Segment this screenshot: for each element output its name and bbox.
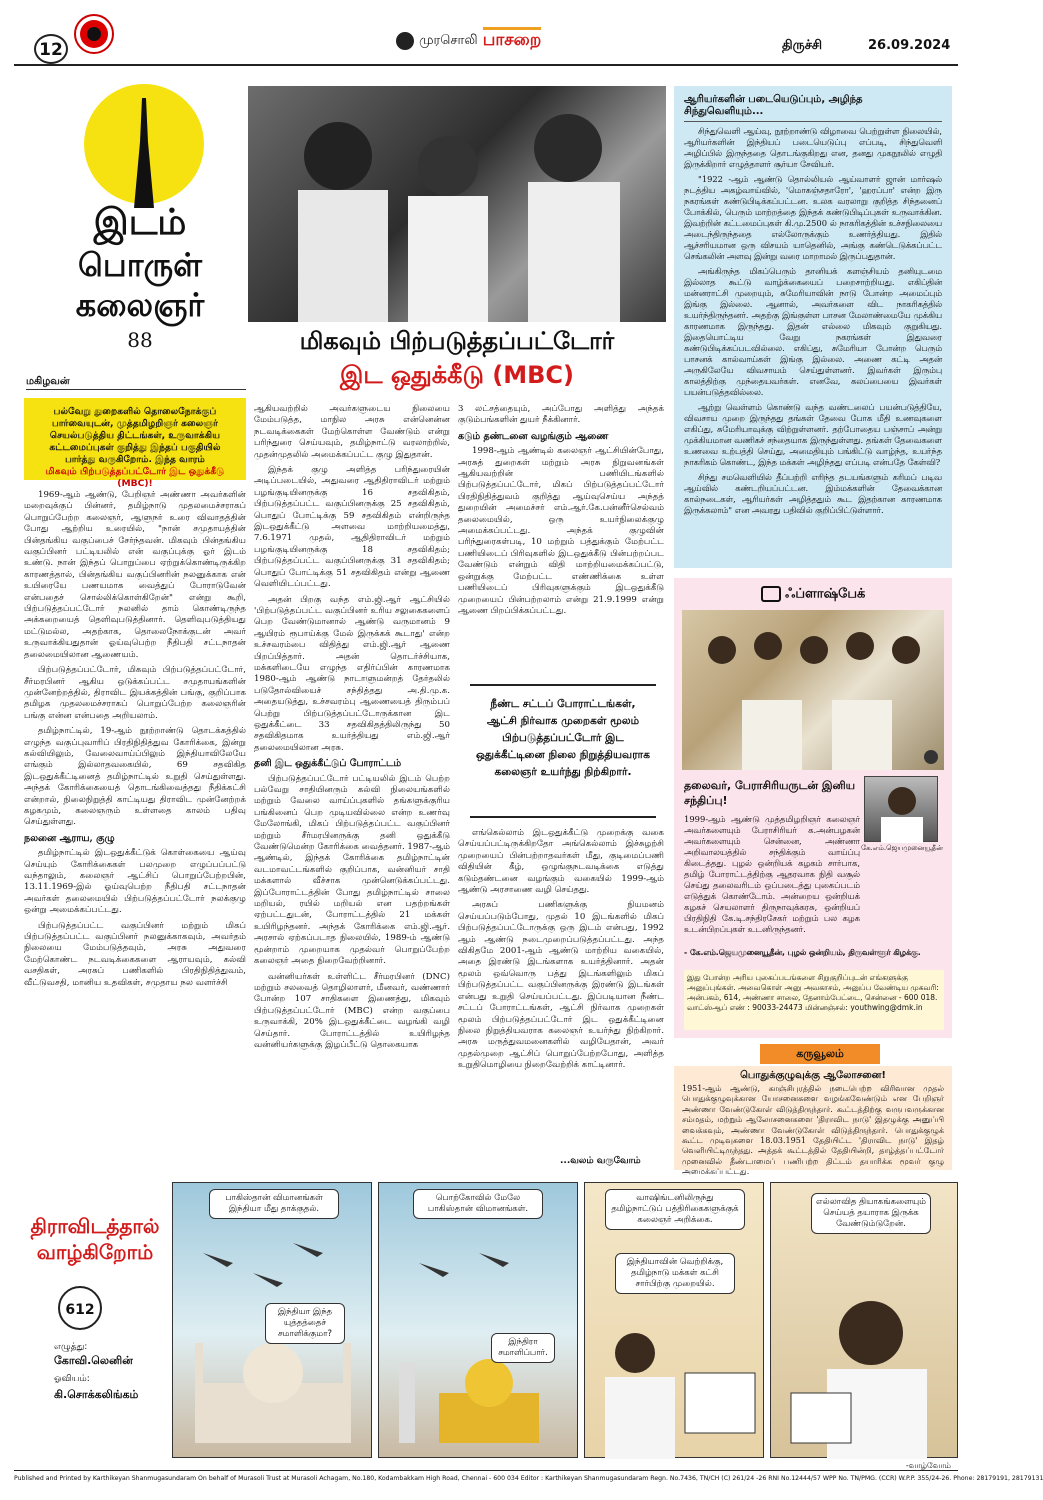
- comic-panel-1: [172, 1182, 372, 1458]
- indus-para: ஆற்று வெள்ளம் கொண்டு வந்த வண்டலைப் பயன்படுத்தியே, விவசாய முறை இருந்தது தங்கள் தேவை போக மீதி உணவுகளை எகிப்து, சுமேரியாவுக்கு விற்றுள்ளனர். தற்போதைய பஞ்சாப் அன்று முக்கியமான வணிகச் சந்தையாக இருந்துள்ளது. தங்கள் தேவைகளை உணவை உற்பத்தி செய்து, அமைதியும் பங்கிட்டு வாழ்ந்த, உயர்ந்த நாகரிகம் கொண்ட, இந்த மக்கள் அழிந்தது எப்படி என்பதே கேள்வி?: [684, 402, 942, 467]
- series-title-1: இடம்: [93, 202, 187, 243]
- pull-quote-text: நீண்ட சட்டப் போராட்டங்கள், ஆட்சி நிர்வாக முறைகள் மூலம் பிற்படுத்தப்பட்டோர் இட ஒதுக்கீட்டினை நிலை நிறுத்தியவராக கலைஞர் உயர்ந்து நிற்கிறார்.: [476, 698, 650, 778]
- comic-artist-label: ஓவியம்:: [54, 1374, 90, 1384]
- masthead-logo: [74, 14, 114, 54]
- murasoli-icon: [396, 32, 414, 50]
- comic-title-1: திராவிடத்தால்: [30, 1214, 160, 1238]
- article-col-3-bottom: [458, 828, 664, 1152]
- karuvulam-box: [760, 1044, 880, 1064]
- col2-para: ஆகியவற்றில் அவர்களுடைய நிலையை மேம்படுத்த, மாநில அரசு என்னென்ன நடவடிக்கைகள் மேற்கொள்ள வேண்டும் என்று பரிந்துரை செய்யவும், தமிழ்நாட்டு வரலாற்றில், முதன்முதலில் அமைக்கப்பட்ட குழு இதுதான்.: [254, 404, 450, 460]
- party-emblem-icon: [76, 16, 112, 52]
- indus-para: சிந்துவெளி ஆய்வு, நூற்றாண்டு விழாவை பெற்றுள்ள நிலையில், ஆரியர்களின் இந்தியப் படையெடுப்பு எப்படி, சிந்துவெளி அழிப்பில் இருந்ததை தொடங்குகிறது என, தனது முகநூலில் எழுதி இருக்கிறார் எழுத்தாளர் சூர்யா சேவியர்.: [684, 126, 942, 169]
- edition-city: திருச்சி: [782, 38, 823, 53]
- intro-box: [24, 398, 246, 489]
- comic-episode: 612: [58, 1286, 102, 1330]
- col1-para: பிற்படுத்தப்பட்டோர், மிகவும் பிற்படுத்தப்பட்டோர், சீர்மரபினர் ஆகிய ஒடுக்கப்பட்ட சமுதாயங்களின் முன்னேற்றத்தில், திராவிட இயக்கத்தின் பங்கு, குறிப்பாக தமிழக முதலமைச்சராகப் பொறுப்பேற்ற கலைஞரின் பங்கு என்ன என்பதை அறியலாம்.: [24, 665, 246, 721]
- comic-writer: கோவி.லெனின்: [54, 1354, 133, 1367]
- karuvulam-subtitle: பொதுக்குழுவுக்கு ஆலோசனை!: [740, 1070, 886, 1081]
- comic-panel-2: [378, 1182, 578, 1458]
- flashback-person: கே.எம்.ஜெயமுனையூதீன்: [861, 844, 943, 852]
- panel1-bubble: இந்தியா இந்த யுத்தத்தைச் சமாளிக்குமா?: [265, 1303, 345, 1344]
- page-number: 12: [34, 34, 68, 64]
- article-col-3-top: [458, 404, 664, 674]
- indus-para: சிந்து சமவெளியில் தீப்பற்றி எரிந்த தடயங்களும் கரிமப் படிவ ஆய்வில் கண்டறியப்பட்டன. இம்மக்களின் தேவைக்கான கால்நடைகள், ஆரியர்கள் அழித்ததும் கூட இதற்கான காரணமாக இருக்கலாம்" என அவரது பதிவில் குறிப்பிட்டுள்ளார்.: [684, 472, 942, 515]
- comic-artist: கி.சொக்கலிங்கம்: [54, 1388, 139, 1401]
- series-title-3: கலைஞர்: [75, 286, 205, 324]
- author-name: மகிழவன்: [26, 376, 70, 387]
- portrait-icon: [865, 777, 939, 843]
- col3-para: எங்கெல்லாம் இடஒதுக்கீட்டு முறைக்கு வகை செய்யப்பட்டிருக்கிறதோ அங்கெல்லாம் இச்சுழற்சி முறையைப் பின்பற்றாதவர்கள் மீது, குடிமைப்பணி விதியின் கீழ், ஒழுங்குநடவடிக்கை எடுத்து கடும்தண்டனை வழங்கும் வகையில் 1999-ஆம் ஆண்டு அரசாணை வழி செய்தது.: [458, 828, 664, 896]
- col2-para: இந்தக் குழு அளித்த பரிந்துரையின் அடிப்படையில், அதுவரை ஆதிதிராவிடர் மற்றும் பழங்குடியினருக்கு 16 சதவிகிதம், பிற்படுத்தப்பட்ட வகுப்பினருக்கு 25 சதவிகிதம், பொதுப் போட்டிக்கு 59 சதவிகிதம் என்றிருந்த இடஒதுக்கீட்டு அளவை மாற்றியமைத்து, 7.6.1971 முதல், ஆதிதிராவிடர் மற்றும் பழங்குடியினருக்கு 18 சதவிகிதம்; பிற்படுத்தப்பட்ட வகுப்பினருக்கு 31 சதவிகிதம்; பொதுப் போட்டிக்கு 51 சதவிகிதம் என்று ஆணை வெளியிடப்பட்டது.: [254, 465, 450, 590]
- comic-panel-3: [584, 1182, 764, 1458]
- pull-quote: [470, 684, 656, 818]
- panel3-caption: வாஷிங்டனிலிருந்து தமிழ்நாட்டுப் பத்திரிகைகளுக்குக் கலைஞர் அறிக்கை.: [605, 1189, 745, 1230]
- col1-subheading: நலனை ஆராய, குழு: [24, 832, 115, 844]
- col2-para: பிற்படுத்தப்பட்டோர் பட்டியலில் இடம் பெற்ற பல்வேறு சாதியினரும் கல்வி நிலையங்களில் மற்றும் வேலை வாய்ப்புகளில் தங்களுக்குரிய பங்கினைப் பெற முடியவில்லை என்ற உணர்வு மேலோங்கி, மிகப் பிற்படுத்தப்பட்ட வகுப்பினர் மற்றும் சீர்மரபினருக்கு தனி ஒதுக்கீடு வேண்டுமென்ற கோரிக்கை வைத்தனர். 1987-ஆம் ஆண்டில், இந்தக் கோரிக்கை தமிழ்நாட்டின் வடமாவட்டங்களில் குறிப்பாக, வன்னியர் சாதி மக்களால் வீச்சாக முன்னெடுக்கப்பட்டது. இப்போராட்டத்தின் போது தமிழ்நாட்டில் சாலை மறியல், ரயில் மறியல் என பதற்றங்கள் ஏற்பட்டதுடன், போராட்டத்தில் 21 மக்கள் உயிரிழந்தனர். அந்தக் கோரிக்கை எம்.ஜி.ஆர். அரசால் ஏற்கப்படாத நிலையில், 1989-ம் ஆண்டு மூன்றாம் முறையாக முதல்வர் பொறுப்பேற்ற கலைஞர் அதை நிறைவேற்றினார்.: [254, 773, 450, 967]
- col3-para: 1998-ஆம் ஆண்டில் கலைஞர் ஆட்சியின்போது, அரசுத் துறைகள் மற்றும் அரசு நிறுவனங்கள் ஆகியவற்றின் பணியிடங்களில் பிற்படுத்தப்பட்டோர், மிகப் பிற்படுத்தப்பட்டோர் பிரதிநிதித்துவம் குறித்து ஆய்வுசெய்ய அந்தத் துறையின் அமைச்சர் எம்.ஆர்.கே.பன்னீர்செல்வம் தலைமையில், ஒரு உயர்நிலைக்குழு அமைக்கப்பட்டது. அந்தக் குழுவின் பரிந்துரைகள்படி, 10 மற்றும் பத்துக்கும் மேற்பட்ட பணியிடைப் பிரிவுகளில் இடஒதுக்கீடு பின்பற்றப்பட வேண்டும் என்றும் விதி மாற்றியமைக்கப்பட்டு, ஒன்றுக்கு மேற்பட்ட எண்ணிக்கை உள்ள பணியிடைப் பிரிவுகளுக்கும் இடஒதுக்கீடு முறையைப் பின்பற்றலாம் என்று 21.9.1999 என்று ஆணை பிறப்பிக்கப்பட்டது.: [458, 446, 664, 616]
- leader-figure-icon: [771, 1273, 959, 1459]
- comic-panel-4: [770, 1182, 958, 1470]
- col3-subheading: கடும் தண்டனை வழங்கும் ஆணை: [458, 430, 609, 442]
- reader-figures-icon: [585, 1303, 765, 1459]
- series-episode: 88: [127, 328, 153, 352]
- col3-para: 3 லட்சத்தையும், அப்போது அளித்து அந்தக் குடும்பங்களின் துயர் நீக்கினார்.: [458, 404, 664, 426]
- indus-title: ஆரியர்களின் படையெடுப்பும், அழிந்த சிந்துவெளியும்...: [684, 94, 942, 122]
- masthead-left: முரசொலி: [419, 33, 478, 48]
- col1-para: தமிழ்நாட்டில், 19-ஆம் நூற்றாண்டு தொடக்கத்தில் எழுந்த வகுப்புவாரிப் பிரதிநிதித்துவ கோரிக்கை, இன்று கல்வியிலும், வேலைவாய்ப்பிலும் இந்தியாவிலேயே எங்கும் இல்லாதவகையில், 69 சதவிகித இடஒதுக்கீட்டினைத் தமிழ்நாட்டில் உறுதி செய்துள்ளது. அந்தக் கோரிக்கையைத் தொடங்கிவைத்தது நீதிக்கட்சி என்றால், நிலைநிறுத்தி காட்டியது திராவிட முன்னேற்றக் கழகமும், கலைஞரும் உள்ளதை காலம் பதிவு செய்துள்ளது.: [24, 726, 246, 828]
- masthead: [396, 30, 586, 60]
- article-col-1: [24, 490, 246, 1170]
- comic-strip: [14, 1178, 958, 1468]
- karuvulam-text: 1951-ஆம் ஆண்டு, காஞ்சிபுரத்தில் நடைபெற்ற விரிவான முதல் பொதுக்குழுவுக்கான யோசனைகளை வழங்கவேண்டும் என பேறிஞர் அண்ணா வேண்டுகோள் விடுத்திருந்தார். கூட்டத்திற்கு வருபவருக்கான சம்மதம், மற்றும் ஆலோசனைகளை 'திராவிட நாடு' இதழுக்கு அனுப்பி வைக்கவும், அண்ணா வேண்டுகோள் விடுத்திருந்தார். பொதுக்குழுக் கூட்ட முடிவுகளை 18.03.1951 தேதியிட்ட 'திராவிட நாடு' இதழ் வெளியிட்டிருந்தது. அத்தக் கூட்டத்தில் தேதியின்றி, தாழ்த்தப்பட்டோர் முனைவில் தீண்டாமைப் பணிபற்ற திட்டம் தயாரிக்க மூவர் குழு அமைக்கப்பட்டது.: [682, 1084, 944, 1177]
- flashback-title: ஃப்ளாஷ்பேக்: [785, 586, 866, 602]
- col2-para: அதன் பிறகு வந்த எம்.ஜி.ஆர் ஆட்சியில் 'பிற்படுத்தப்பட்ட வகுப்பினர் உரிய சலுகைகளைப் பெற வேண்டுமானால் ஆண்டு வருமானம் 9 ஆயிரம் ரூபாய்க்கு மேல் இருக்கக் கூடாது' என்ற உச்சவரம்பை விதித்து எம்.ஜி.ஆர் ஆணை பிறப்பித்தார். அதன் தொடர்ச்சியாக, மக்களிடையே எழுந்த எதிர்ப்பின் காரணமாக 1980-ஆம் ஆண்டு நாடாளுமன்றத் தேர்தலில் படுதோல்வியைச் சந்தித்தது அ.தி.மு.க. அதையடுத்து, உச்சவரம்பு ஆணையைத் திரும்பப் பெற்று பிற்படுத்தப்பட்டோருக்கான இட ஒதுக்கீட்டை 33 சதவிகிதத்திலிருந்து 50 சதவிகிதமாக உயர்த்தியது எம்.ஜி.ஆர் தலைமையிலான அரசு.: [254, 594, 450, 753]
- panel2-bubble: இந்திரா சமாளிப்பார்.: [491, 1333, 555, 1363]
- col1-para: பிற்படுத்தப்பட்ட வகுப்பினர் மற்றும் மிகப் பிற்படுத்தப்பட்ட வகுப்பினர் நலனுக்காகவும், அவர்தம் நிலையை மேம்படுத்தவும், அரசு அதுவரை மேற்கொண்ட நடவடிக்கைகளை ஆராயவும், கல்வி வசதிகள், அரசுப் பணிகளில் பிரதிநிதித்துவம், வீட்டுவசதி, மானிய உதவிகள், சமுதாய நல வளர்ச்சி: [24, 920, 246, 988]
- karuvulam-title: கருவூலம்: [796, 1047, 844, 1060]
- article-col-2: [254, 404, 450, 1170]
- flashback-footnote: இது போன்ற அரிய புகைப்படங்களை சிறுகுறிப்புடன் எங்களுக்கு அனுப்புங்கள். அவைகொள் அனு அவகாசம், அனுப்ப வேண்டிய முகவரி: அன்பகம், 614, அண்ணா சாலை, தேனாம்பேட்டை, சென்னை - 600 018. வாட்ஸ்ஆப் எண் : 90033-24473 மின்னஞ்சல்: youthwing@dmk.in: [684, 970, 944, 1030]
- footer-imprint: Published and Printed by Karthikeyan Shanmugasundaram On behalf of Murasoli Trust at Murasoli Achagam, No.180, Kodambakkam High Road, Chennai - 600 034 Editor : Karthikeyan Shanmugasundaram Regn. No.7436, TN/CH (C) 261/24 -26 RNI No.12444/57 WPP No. TN/PMG. (CCR) W.P.P. 355/24-26. Phone: 28179191, 28179131: [14, 1475, 1043, 1482]
- col3-para: அரசுப் பணிகளுக்கு நியமனம் செய்யப்படும்போது, முதல் 10 இடங்களில் மிகப் பிற்படுத்தப்பட்டோருக்கு ஒரு இடம் என்பது, 1992 ஆம் ஆண்டு நடைமுறைப்படுத்தப்பட்டது. அந்த விகிதமே 2001-ஆம் ஆண்டு மாற்றிய வகையில், அதை இரண்டு இடங்களாக உயர்த்தினார். அதன் மூலம் ஒவ்வொரு பத்து இடங்களிலும் மிகப் பிற்படுத்தப்பட்ட வகுப்பினருக்கு இரண்டு இடங்கள் என்பது உறுதி செய்யப்பட்டது. இப்படியான நீண்ட சட்டப் போராட்டங்கள், ஆட்சி நிர்வாக முறைகள் மூலம் பிற்படுத்தப்பட்டோர் இட ஒதுக்கீட்டினை நிலை நிறுத்தியவராக கலைஞர் உயர்ந்து நிற்கிறார். அரசு மருத்துவமனைகளில் வழியேதான், அவர் முதல்முறை ஆட்சிப் பொறுப்பேற்றபோது, அளித்த உறுதிமொழியை நிறைவேற்றிக் காட்டினார்.: [458, 900, 664, 1071]
- col2-subheading: தனி இட ஒதுக்கீட்டுப் போராட்டம்: [254, 758, 402, 770]
- flashback-text: 1999-ஆம் ஆண்டு முத்தமிழறிஞர் கலைஞர் அவர்களையும் பேராசிரியர் க.அன்பழகன் அவர்களையும் சென்னை, அண்ணா அறிவாலயத்தில் சந்திக்கும் வாய்ப்பு கிடைத்தது. புழல் ஒன்றியக் கழகம் சார்பாக, தமிழ் போராட்டத்திற்கு ஆதரவாக நிதி வசூல் செய்து தலைவரிடம் ஒப்படைத்து புகைப்படம் எடுத்துக் கொண்டோம். அன்றைய ஒன்றியக் கழகச் செயலாளர் திருநாவுக்கரசு, ஒன்றியப் பிரதிநிதி கே.டி.சந்திரசேகர் மற்றும் பல கழக உடன்பிறப்புகள் உடனிருந்தனர்.: [684, 814, 860, 934]
- page-header: [0, 0, 972, 66]
- indus-para: அங்கிருந்த மிகப்பெரும் தானியக் களஞ்சியம் தனியுடமை இல்லாத கூட்டு வாழ்க்கையைப் பறைசாற்றியது. எகிப்தின் மன்னராட்சி முறையும், சுமேரியாவின் நாடு போன்ற அமைப்பும் இங்கு இல்லை. ஆனால், அவர்களை விட நாகரிகத்தில் உயர்ந்திருந்தனர். அதற்கு இங்குள்ள பாசன மேலாண்மையே முக்கிய காரணமாக இருந்தது. இதன் எல்லை மிகவும் குறுகியது. இதையொட்டிய வேறு நகரங்கள் இதுவரை கண்டுபிடிக்கப்படவில்லை. எகிப்து, சுமேரியா போன்ற பெரும் பாசனக் கால்வாய்கள் இங்கு இல்லை. அணை கட்டி அதன் அருகிலேயே விவசாயம் செய்துள்ளனர். இவர்கள் இரும்பு காலத்திற்கு முந்தையவர்கள். எனவே, கலப்பையை இவர்கள் பயன்படுத்தவில்லை.: [684, 266, 942, 397]
- series-title-2: பொருள்: [78, 246, 202, 284]
- header-rule: [14, 64, 958, 66]
- flashback-portrait: [864, 776, 938, 842]
- footer-rule: [14, 1470, 958, 1471]
- edition-date: 26.09.2024: [868, 38, 951, 53]
- panel1-caption: பாகிஸ்தான் விமானங்கள் இந்தியா மீது தாக்குதல்.: [209, 1189, 339, 1219]
- group-photo-icon: [682, 610, 944, 770]
- panel3-bubble: இந்தியாவின் வெற்றிக்கு, தமிழ்நாடு மக்கள் கட்சி சார்பிற்கு முறையில்.: [615, 1253, 735, 1294]
- intro-highlight: மிகவும் பிற்படுத்தப்பட்டோர் இட ஒதுக்கீடு (MBC)!: [45, 466, 225, 489]
- camera-icon: [761, 586, 781, 602]
- panel2-caption: பொற்கோவில் மேலே பாகிஸ்தான் விமானங்கள்.: [413, 1189, 543, 1219]
- masthead-right: பாசறை: [483, 27, 542, 50]
- indus-body: [684, 126, 942, 566]
- flashback-section: [674, 578, 952, 1038]
- col1-para: தமிழ்நாட்டில் இடஒதுக்கீட்டுக் கொள்கையை ஆய்வு செய்யும் கோரிக்கைகள் பலமுறை எழுப்பப்பட்டு வந்தாலும், கலைஞர் ஆட்சிப் பொறுப்பேற்றபின், 13.11.1969-இல் ஓய்வுபெற்ற நீதிபதி சட்டநாதன் அவர்கள் தலைமையில் பிற்படுத்தப்பட்டோர் நலக்குழு ஒன்று அமைக்கப்பட்டது.: [24, 848, 246, 916]
- flashback-signature: - கே.எம்.ஜெயமுனையூதீன், புழல் ஒன்றியம், திருவள்ளூர் கிழக்கு.: [684, 948, 921, 957]
- article-title-2: இட ஒதுக்கீடு (MBC): [340, 361, 574, 389]
- sound-icon[interactable]: [924, 750, 938, 764]
- comic-writer-label: எழுத்து:: [54, 1342, 88, 1352]
- author-rule: [26, 389, 246, 390]
- karuvulam-section: [674, 1066, 952, 1177]
- article-title-1: மிகவும் பிற்படுத்தப்பட்டோர்: [299, 327, 615, 355]
- panel4-bubble: எல்லாவித தியாகங்களையும் செய்யத் தயாராக இருக்க வேண்டும்டுறேன்.: [811, 1193, 931, 1234]
- flashback-header: [674, 586, 952, 603]
- indus-box: [674, 86, 952, 568]
- col2-para: வன்னியர்கள் உள்ளிட்ட சீர்மரபினர் (DNC) மற்றும் சலவைத் தொழிலாளர், மீனவர், வண்ணார் போன்ற 107 சாதிகளை இணைத்து, மிகவும் பிற்படுத்தப்பட்டோர் (MBC) என்ற வகுப்பை உருவாக்கி, 20% இடஒதுக்கீட்டை வழங்கி வழி செய்தார். போராட்டத்தில் உயிரிழந்த வன்னியர்களுக்கு இழப்பீட்டு தொகையாக: [254, 971, 450, 1050]
- intro-text: பல்வேறு துறைகளில் தொலைநோக்குப் பார்வையுடன், முத்தமிழறிஞர் கலைஞர் செயல்படுத்திய திட்டங்கள், உருவாக்கிய கட்டமைப்புகள் குறித்து இந்தப் பகுதியில் பார்த்து வருகிறோம். இந்த வாரம்: [49, 406, 221, 465]
- flashback-caption-title: தலைவர், பேராசிரியருடன் இனிய சந்திப்பு!: [684, 779, 856, 807]
- continued-note: ...வலம் வருவோம்: [560, 1156, 641, 1166]
- indus-para: "1922 -ஆம் ஆண்டு தொல்லியல் ஆய்வாளர் ஜான் மார்ஷல் நடத்திய அகழ்வாய்வில், 'மொகஞ்சதாரோ', 'ஹரப்பா' என்ற இரு நகரங்கள் கண்டுபிடிக்கப்பட்டன. உலக வரலாறு குறித்த சிந்தனைப் போக்கில், பெரும் மாற்றத்தை இந்தக் கண்டுபிடிப்புகள் உருவாக்கின. இவற்றின் கட்டமைப்புகள் கி.மு.2500 ல் நாகரிகத்தின் உச்சநிலையை அடைந்திருந்ததை எல்லோருக்கும் உணர்த்தியது. இதில் ஆச்சரியமான ஒரு விசயம் யாதெனில், அங்கு கண்டெடுக்கப்பட்ட செங்கலின் அளவு இன்று வரை மாறாமல் இருப்பதுதான்.: [684, 174, 942, 261]
- col1-para: 1969-ஆம் ஆண்டு, பேறிஞர் அண்ணா அவர்களின் மறைவுக்குப் பின்னர், தமிழ்நாடு முதலமைச்சராகப் பொறுப்பேற்ற கலைஞர், ஆளுநர் உரை விவாதத்தின் போது ஆற்றிய உரையில், "நான் சமுதாயத்தின் பின்தங்கிய வகுப்பைச் சேர்ந்தவன். மிகவும் பின்தங்கிய வகுப்பினர் பட்டியலில் என் வகுப்புக்கு ஓர் இடம் உண்டு. நான் இந்தப் பொறுப்பை ஏற்றுக்கொண்டிருக்கிற காரணத்தால், பின்தங்கிய வகுப்பினரின் நலனுக்காக என் உயிரையே பணயமாக வைத்துப் போராடுவேன் என்பதைச் சொல்லிக்கொள்கிறேன்" என்று கூறி, பிற்படுத்தப்பட்டோர் நலனில் தாம் கொண்டிருந்த அக்கறையைத் தெளிவுபடுத்தினார். தெளிவுபடுத்தியது மட்டுமல்ல, அதற்காக, தொலைநோக்குடன் அவர் உருவாக்கியதுதான் ஓய்வுபெற்ற நீதிபதி சட்டநாதன் தலைமையிலான ஆணையம்.: [24, 490, 246, 660]
- flashback-photo: [682, 610, 944, 770]
- series-title-block: [60, 84, 220, 364]
- comic-continued: -வாழ்வோம்: [905, 1461, 951, 1470]
- photo-figures-icon: [248, 86, 666, 322]
- comic-title-2: வாழ்கிறோம்: [36, 1240, 154, 1264]
- article-photo: [248, 86, 666, 322]
